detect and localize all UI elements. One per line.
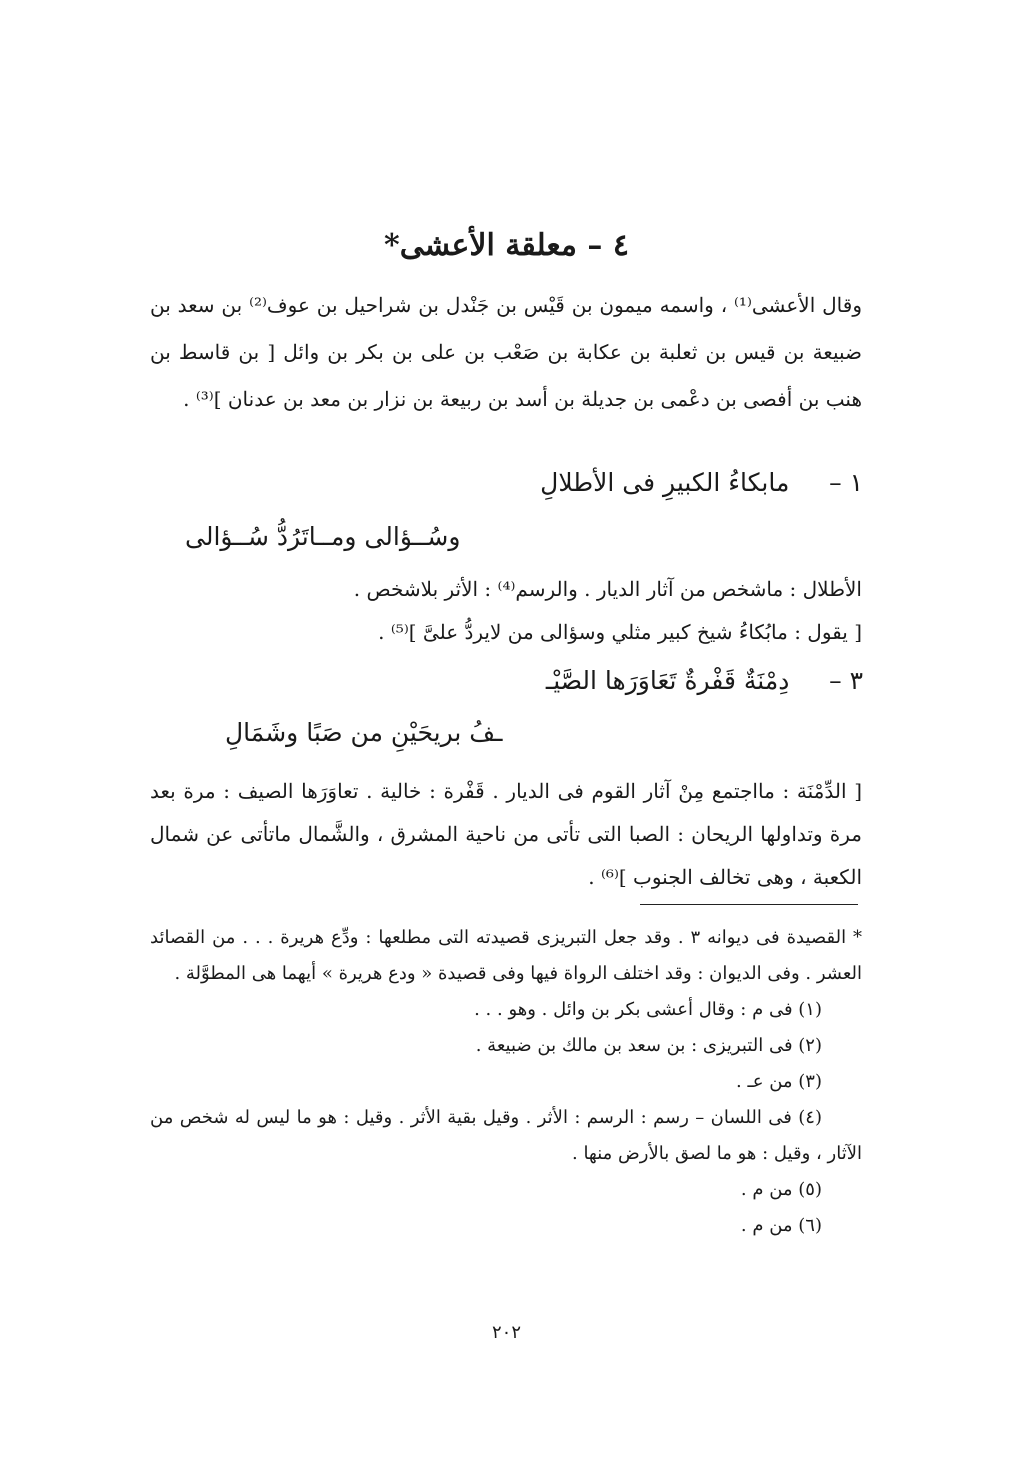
footnotes <box>150 920 862 1244</box>
verse-3-first-hemistich <box>546 666 863 695</box>
poem-title: ٤ – معلقة الأعشى* <box>384 228 629 263</box>
verse-3-number: ٣ – <box>829 666 863 695</box>
gloss-verse-1-line-2: [ يقول : مابُكاءُ شيخ كبير مثلي وسؤالى من لايردُّ علىَّ ]⁽⁵⁾ . <box>378 620 862 644</box>
verse-1-first-hemistich <box>540 468 863 497</box>
footnote-star: * القصيدة فى ديوانه ٣ . وقد جعل التبريزى قصيدته التى مطلعها : ودِّع هريرة . . . من القصائد العشر . وفى الديوان : وقد اختلف الرواة فيها وفى قصيدة « ودع هريرة » أيهما هى المطوَّلة . <box>150 927 862 984</box>
verse-3-hemistich-1-text: دِمْنَةٌ قَفْرةٌ تَعَاوَرَها الصَّيْـ <box>545 666 790 695</box>
page-number: ٢٠٢ <box>491 1322 521 1343</box>
footnote-6: (٦) من م . <box>740 1215 822 1236</box>
verse-1-hemistich-1-text: مابكاءُ الكبيرِ فى الأطلالِ <box>540 468 790 497</box>
gloss-verse-3: [ الدِّمْنَة : مااجتمع مِنْ آثار القوم فى الديار . قَفْرة : خالية . تعاوَرَها الصيف : مرة بعد مرة وتداولها الريحان : الصبا التى تأتى من ناحية المشرق ، والشَّمال ماتأتى عن شمال الكعبة ، وهى تخالف الجنوب ]⁽⁶⁾ . <box>150 779 862 889</box>
gloss-verse-1 <box>150 568 862 654</box>
footnote-3: (٣) من عـ . <box>736 1071 822 1092</box>
footnote-4: (٤) فى اللسان – رسم : الرسم : الأثر . وقيل بقية الأثر . وقيل : هو ما ليس له شخص من الآثار ، وقيل : هو ما لصق بالأرض منها . <box>150 1107 862 1164</box>
verse-1-number: ١ – <box>829 468 863 497</box>
gloss-verse-1-line-1: الأطلال : ماشخص من آثار الديار . والرسم⁽⁴⁾ : الأثر بلاشخص . <box>353 577 862 601</box>
intro-paragraph: وقال الأعشى⁽¹⁾ ، واسمه ميمون بن قَيْس بن جَنْدل بن شراحيل بن عوف⁽²⁾ بن سعد بن ضبيعة بن قيس بن ثعلبة بن عكابة بن صَعْب بن على بن بكر بن وائل [ بن قاسط بن هنب بن أفصى بن دعْمى بن جديلة بن أسد بن ربيعة بن نزار بن معد بن عدنان ]⁽³⁾ . <box>150 293 862 411</box>
footnote-5: (٥) من م . <box>740 1179 822 1200</box>
footnote-2: (٢) فى التبريزى : بن سعد بن مالك بن ضبيعة . <box>475 1035 822 1056</box>
footnote-1: (١) فى م : وقال أعشى بكر بن وائل . وهو . . . <box>474 999 822 1020</box>
footnote-divider <box>640 904 858 905</box>
verse-3-second-hemistich: ـفُ بريحَيْنِ من صَبًا وشَمَالِ <box>225 718 503 747</box>
verse-1-second-hemistich: وسُــؤالى ومــاتَرُدُّ سُــؤالى <box>185 522 461 551</box>
